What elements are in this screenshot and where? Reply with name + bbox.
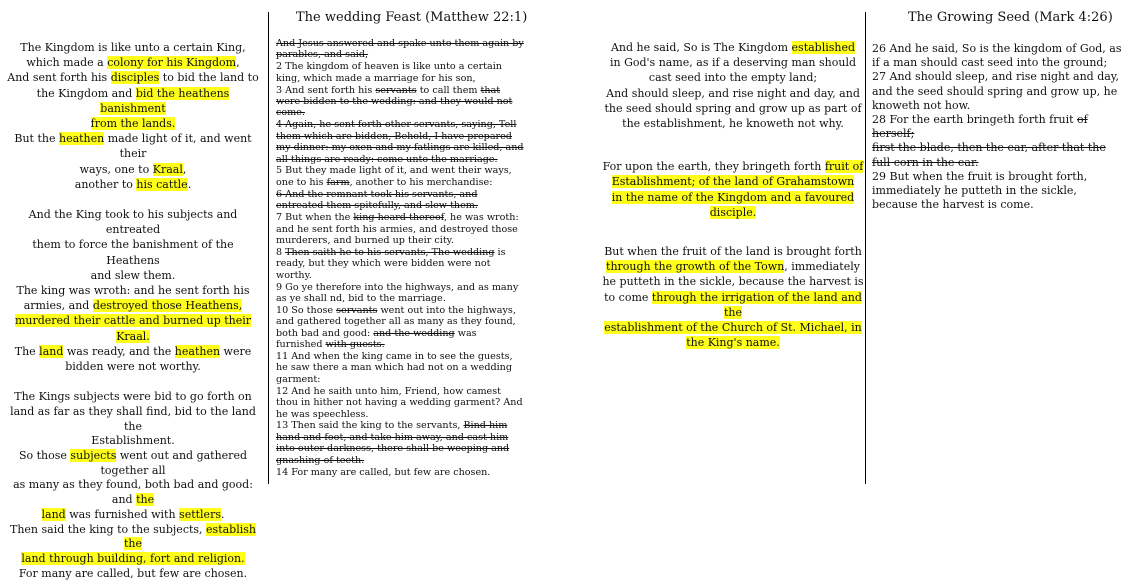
col1-paragraph-3 bbox=[4, 390, 262, 581]
highlighted-text: disciple. bbox=[709, 205, 757, 219]
struck-text: servants bbox=[375, 84, 417, 96]
text-segment: was furnished bbox=[276, 327, 477, 351]
struck-text: that were bidden to the wedding: and they would not come. bbox=[276, 84, 513, 119]
col1-paragraph-2 bbox=[4, 207, 262, 374]
text-segment: 9 Go ye therefore into the highways, and as many as ye shall nd, bid to the marriage. bbox=[276, 281, 519, 304]
verse bbox=[276, 38, 526, 61]
text-segment: made light of it, and went their bbox=[104, 132, 252, 161]
text-segment: to come bbox=[604, 290, 652, 304]
text-segment: , immediately bbox=[784, 260, 860, 274]
text-segment: 28 For the earth bringeth forth fruit bbox=[872, 113, 1077, 127]
text-segment: So those bbox=[18, 449, 71, 463]
text-segment: 10 So those bbox=[276, 304, 337, 316]
highlighted-text: destroyed those Heathens, bbox=[92, 299, 243, 313]
mark-verses-list bbox=[872, 42, 1122, 212]
struck-text: farm bbox=[326, 176, 350, 188]
verse bbox=[276, 189, 526, 212]
text-segment: And sent forth his bbox=[7, 71, 111, 85]
highlighted-text: the bbox=[136, 493, 155, 507]
verse bbox=[276, 305, 526, 351]
text-segment: 29 But when the fruit is brought forth, immediately he putteth in the sickle, because the harvest is come. bbox=[872, 169, 1088, 212]
text-segment: But when the fruit of the land is brought forth bbox=[604, 245, 862, 259]
text-segment: bidden were not worthy. bbox=[65, 360, 201, 374]
text-segment: was furnished with bbox=[65, 507, 180, 521]
highlighted-text: colony for his Kingdom bbox=[107, 56, 237, 70]
struck-text: Then saith he to his servants, The wedding bbox=[285, 246, 495, 258]
text-segment: The Kings subjects were bid to go forth on bbox=[14, 390, 252, 404]
struck-text: with guests. bbox=[325, 339, 385, 351]
struck-text: king heard thereof bbox=[353, 212, 444, 224]
column-divider-1 bbox=[268, 12, 269, 484]
struck-text: servants bbox=[336, 304, 378, 316]
text-segment: the Kingdom and bbox=[36, 86, 136, 100]
text-segment: them to force the banishment of the Heathens bbox=[32, 238, 234, 267]
struck-text: first the blade, then the ear, after that the full corn in the ear. bbox=[872, 141, 1106, 169]
highlighted-text: land bbox=[41, 507, 66, 521]
text-segment: and slew them. bbox=[90, 268, 176, 282]
highlighted-text: from the lands. bbox=[90, 117, 176, 131]
text-segment: , bbox=[182, 162, 187, 176]
col1-paragraph-1 bbox=[4, 40, 262, 192]
text-segment: as many as they found, both bad and good: and bbox=[13, 478, 253, 507]
text-segment: 27 And should sleep, and rise night and day, and the seed should spring and grow up, he knoweth not how. bbox=[872, 70, 1120, 112]
verse bbox=[872, 42, 1122, 70]
text-segment: . bbox=[220, 507, 225, 521]
text-segment: The Kingdom is like unto a certain King, bbox=[20, 41, 246, 54]
text-segment: land as far as they shall find, bid to the land the bbox=[10, 404, 256, 433]
text-segment: 26 And he said, So is the kingdom of God, as if a man should cast seed into the ground; bbox=[872, 42, 1122, 70]
text-segment: is ready, but they which were bidden were not worthy. bbox=[276, 246, 506, 281]
text-segment: he putteth in the sickle, because the harvest is bbox=[602, 275, 864, 289]
text-segment: were bbox=[220, 344, 252, 358]
highlighted-text: disciples bbox=[110, 71, 160, 85]
column-2-matthew-verses bbox=[276, 38, 526, 478]
text-segment: For upon the earth, they bringeth forth bbox=[602, 160, 825, 174]
verse bbox=[276, 351, 526, 385]
text-segment: And should sleep, and rise night and day, and bbox=[606, 86, 860, 100]
highlighted-text: land bbox=[39, 344, 64, 358]
highlighted-text: through the growth of the Town bbox=[606, 260, 785, 274]
text-segment: which made a bbox=[26, 56, 108, 70]
matthew-verses-list bbox=[276, 38, 526, 478]
highlighted-text: heathen bbox=[174, 344, 221, 358]
highlighted-text: his cattle bbox=[136, 177, 188, 191]
text-segment: The bbox=[14, 344, 40, 358]
verse bbox=[276, 420, 526, 466]
text-segment: to bid the land to bbox=[159, 71, 259, 85]
text-segment: And the King took to his subjects and entreated bbox=[28, 208, 238, 237]
highlighted-text: establishment of the Church of St. Michael, in bbox=[604, 321, 862, 335]
text-segment: , he was wroth: and he sent forth his armies, and destroyed those murderers, and burned up their city. bbox=[276, 212, 519, 246]
text-segment: Establishment. bbox=[91, 434, 175, 448]
col3-paragraph-3 bbox=[602, 244, 864, 350]
text-segment: armies, and bbox=[23, 299, 93, 313]
text-segment: the seed should spring and grow up as part of bbox=[604, 101, 862, 115]
highlighted-text: fruit of bbox=[824, 160, 864, 174]
verse bbox=[276, 165, 526, 188]
text-segment: For many are called, but few are chosen. bbox=[18, 566, 248, 580]
verse bbox=[276, 85, 526, 119]
text-segment: The king was wroth: and he sent forth his bbox=[16, 284, 250, 298]
verse bbox=[276, 282, 526, 305]
text-segment: ways, one to bbox=[79, 162, 153, 176]
text-segment: 8 bbox=[276, 246, 286, 258]
column-divider-2 bbox=[865, 12, 866, 484]
struck-text: And Jesus answered and spake unto them again by parables, and said, bbox=[276, 38, 524, 61]
struck-text: Bind him hand and foot, and take him away, and cast him into outer darkness, there shall be weeping and gnashing of teeth. bbox=[276, 420, 510, 466]
highlighted-text: through the irrigation of the land and the bbox=[651, 290, 862, 319]
text-segment: was ready, and the bbox=[63, 344, 175, 358]
text-segment: went out into the highways, and gathered together all as many as they found, both bad and good: bbox=[276, 304, 516, 339]
wedding-feast-title: The wedding Feast (Matthew 22:1) bbox=[296, 10, 528, 25]
text-segment: cast seed into the empty land; bbox=[648, 71, 818, 85]
verse bbox=[276, 386, 526, 420]
text-segment: to call them bbox=[416, 84, 481, 96]
highlighted-text: established bbox=[791, 41, 856, 54]
text-segment: . bbox=[187, 177, 192, 191]
col3-paragraph-1 bbox=[602, 40, 864, 131]
highlighted-text: the King's name. bbox=[686, 336, 780, 350]
highlighted-text: settlers bbox=[179, 507, 221, 521]
verse bbox=[276, 467, 526, 478]
column-3-allegory-seed bbox=[602, 40, 864, 350]
column-4-mark-verses bbox=[872, 42, 1122, 212]
highlighted-text: murdered their cattle and burned up their Kraal. bbox=[14, 314, 252, 343]
text-segment: 13 Then said the king to the servants, bbox=[276, 420, 464, 432]
col3-paragraph-2 bbox=[602, 159, 864, 220]
struck-text: 6 And the remnant took his servants, and entreated them spitefully, and slew them. bbox=[276, 188, 478, 212]
text-segment: But the bbox=[14, 132, 59, 146]
verse bbox=[872, 113, 1122, 170]
verse bbox=[276, 61, 526, 84]
text-segment: , another to his merchandise: bbox=[349, 176, 493, 188]
verse bbox=[276, 247, 526, 281]
text-segment: the establishment, he knoweth not why. bbox=[622, 117, 844, 131]
verse bbox=[872, 170, 1122, 213]
highlighted-text: Establishment; of the land of Grahamstown bbox=[611, 175, 855, 189]
text-segment: in God's name, as if a deserving man should bbox=[609, 56, 857, 70]
text-segment: And he said, So is The Kingdom bbox=[610, 41, 792, 54]
text-segment: 11 And when the king came in to see the guests, he saw there a man which had not on a wedding garment: bbox=[276, 350, 513, 385]
growing-seed-title: The Growing Seed (Mark 4:26) bbox=[908, 10, 1113, 25]
highlighted-text: subjects bbox=[70, 449, 117, 463]
text-segment: 14 For many are called, but few are chosen. bbox=[276, 466, 491, 478]
text-segment: 7 But when the bbox=[276, 212, 354, 224]
text-segment: 12 And he saith unto him, Friend, how camest thou in hither not having a wedding garment? And he was speechless. bbox=[276, 385, 523, 420]
highlighted-text: Kraal bbox=[152, 162, 183, 176]
highlighted-text: in the name of the Kingdom and a favoured bbox=[611, 190, 855, 204]
text-segment: , bbox=[236, 56, 240, 70]
column-1-allegory-wedding bbox=[4, 40, 262, 581]
verse bbox=[872, 70, 1122, 113]
text-segment: 5 But they made light of it, and went their ways, one to his bbox=[276, 165, 512, 188]
struck-text: of herself; bbox=[872, 113, 1088, 141]
struck-text: and the wedding bbox=[373, 327, 455, 339]
text-segment: another to bbox=[74, 177, 137, 191]
highlighted-text: land through building, fort and religion. bbox=[21, 552, 245, 565]
text-segment: Then said the king to the subjects, bbox=[9, 522, 207, 536]
struck-text: 4 Again, he sent forth other servants, saying, Tell them which are bidden, Behold, I have prepared my dinner: my oxen and my fatlings are killed, and all things are ready: come unto the marriage. bbox=[276, 119, 524, 165]
text-segment: 2 The kingdom of heaven is like unto a certain king, which made a marriage for his son, bbox=[276, 61, 502, 84]
highlighted-text: heathen bbox=[58, 132, 105, 146]
verse bbox=[276, 119, 526, 165]
highlighted-text: establish the bbox=[123, 522, 256, 551]
verse bbox=[276, 212, 526, 246]
text-segment: went out and gathered together all bbox=[100, 449, 247, 477]
highlighted-text: bid the heathens banishment bbox=[100, 86, 230, 115]
text-segment: 3 And sent forth his bbox=[276, 84, 376, 96]
